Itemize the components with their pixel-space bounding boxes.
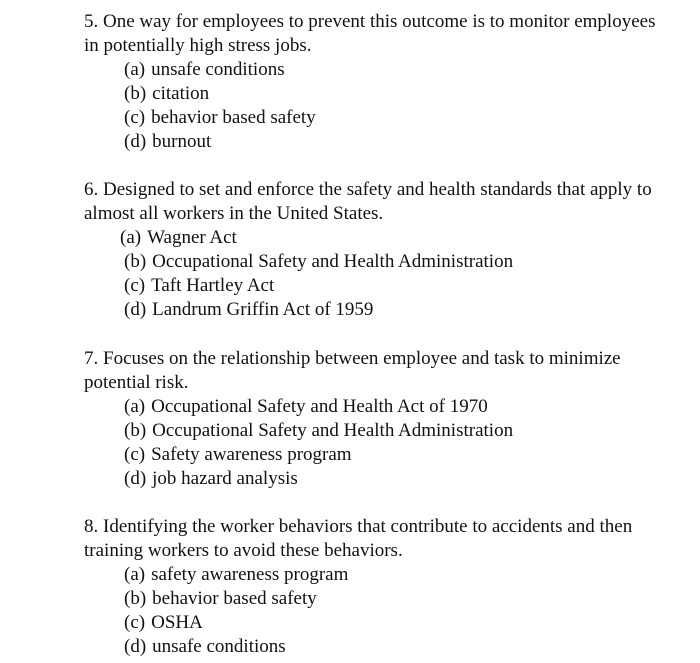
- option-b[interactable]: [84, 419, 674, 443]
- question-6-text: [84, 178, 674, 226]
- option-text: burnout: [152, 131, 212, 152]
- option-text: Wagner Act: [147, 227, 237, 248]
- option-text: behavior based safety: [152, 588, 317, 609]
- option-text: job hazard analysis: [152, 468, 298, 489]
- option-b[interactable]: [84, 587, 674, 611]
- option-b[interactable]: [84, 82, 674, 106]
- question-number: 8.: [84, 516, 99, 537]
- option-text: OSHA: [151, 612, 203, 633]
- question-7: [84, 347, 674, 491]
- option-letter: (d): [124, 636, 147, 657]
- option-text: safety awareness program: [151, 564, 349, 585]
- option-a[interactable]: [84, 395, 674, 419]
- question-8-options: [84, 563, 674, 659]
- option-text: Taft Hartley Act: [151, 275, 275, 296]
- option-letter: (b): [124, 588, 147, 609]
- question-number: 6.: [84, 179, 99, 200]
- question-8: [84, 515, 674, 659]
- option-letter: (b): [124, 251, 147, 272]
- option-text: Safety awareness program: [151, 444, 352, 465]
- question-number: 5.: [84, 11, 99, 32]
- option-c[interactable]: [84, 274, 674, 298]
- question-5-text: [84, 10, 674, 58]
- option-letter: (b): [124, 83, 147, 104]
- option-d[interactable]: [84, 467, 674, 491]
- question-5-options: [84, 58, 674, 154]
- option-letter: (b): [124, 420, 147, 441]
- option-letter: (c): [124, 275, 146, 296]
- option-c[interactable]: [84, 443, 674, 467]
- option-a[interactable]: [84, 58, 674, 82]
- option-d[interactable]: [84, 635, 674, 659]
- question-prompt: Designed to set and enforce the safety and health standards that apply to almost all workers in the United States.: [84, 179, 652, 224]
- option-c[interactable]: [84, 106, 674, 130]
- option-text: Occupational Safety and Health Act of 1970: [151, 396, 488, 417]
- option-a[interactable]: [84, 563, 674, 587]
- option-letter: (a): [124, 396, 146, 417]
- question-prompt: Focuses on the relationship between employee and task to minimize potential risk.: [84, 348, 621, 393]
- option-d[interactable]: [84, 298, 674, 322]
- option-text: unsafe conditions: [152, 636, 286, 657]
- option-letter: (d): [124, 131, 147, 152]
- question-7-options: [84, 395, 674, 491]
- option-text: behavior based safety: [151, 107, 316, 128]
- question-5: [84, 10, 674, 154]
- option-c[interactable]: [84, 611, 674, 635]
- question-prompt: One way for employees to prevent this outcome is to monitor employees in potentially high stress jobs.: [84, 11, 656, 56]
- option-letter: (c): [124, 444, 146, 465]
- option-text: Occupational Safety and Health Administration: [152, 251, 514, 272]
- option-d[interactable]: [84, 130, 674, 154]
- option-text: Occupational Safety and Health Administration: [152, 420, 514, 441]
- question-7-text: [84, 347, 674, 395]
- option-text: citation: [152, 83, 210, 104]
- option-letter: (a): [124, 564, 146, 585]
- question-number: 7.: [84, 348, 99, 369]
- question-8-text: [84, 515, 674, 563]
- option-text: Landrum Griffin Act of 1959: [152, 299, 374, 320]
- question-prompt: Identifying the worker behaviors that contribute to accidents and then training workers to avoid these behaviors.: [84, 516, 633, 561]
- option-a[interactable]: [84, 226, 674, 250]
- option-letter: (a): [120, 227, 142, 248]
- option-text: unsafe conditions: [151, 59, 285, 80]
- option-letter: (c): [124, 107, 146, 128]
- option-letter: (d): [124, 299, 147, 320]
- question-6-options: [84, 226, 674, 322]
- option-b[interactable]: [84, 250, 674, 274]
- option-letter: (d): [124, 468, 147, 489]
- option-letter: (a): [124, 59, 146, 80]
- option-letter: (c): [124, 612, 146, 633]
- question-6: [84, 178, 674, 322]
